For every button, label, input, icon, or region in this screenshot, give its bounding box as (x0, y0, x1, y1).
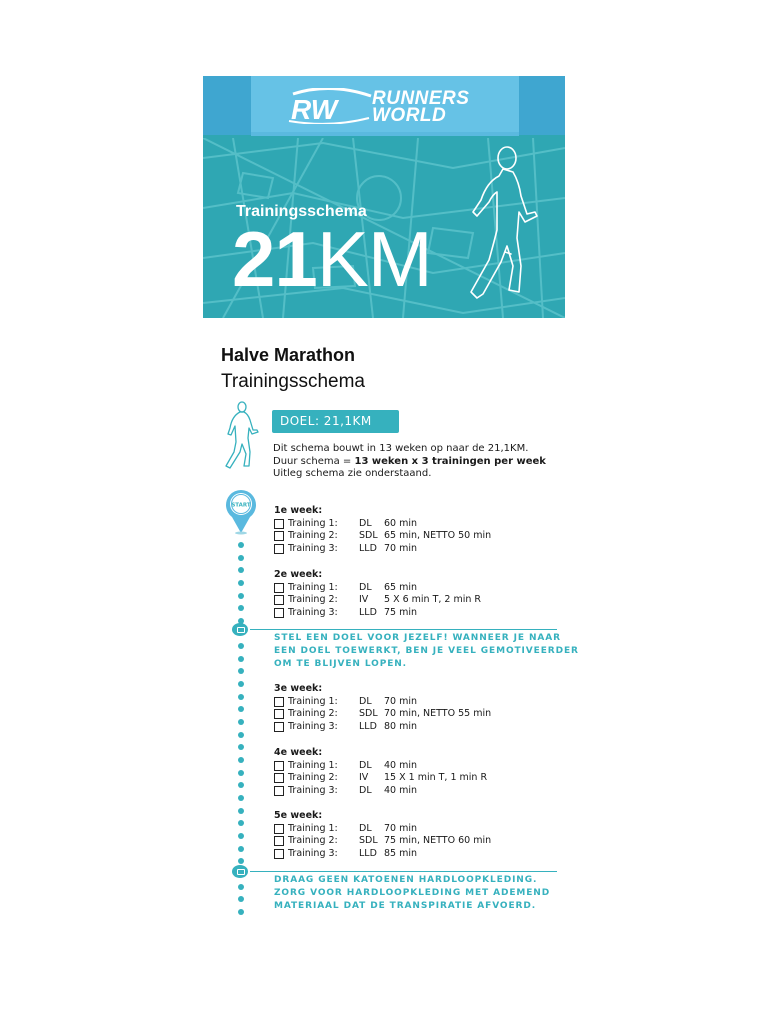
training-checkbox[interactable] (274, 824, 284, 834)
timeline-dot (238, 542, 244, 548)
training-label: Training 2: (288, 835, 338, 847)
timeline-dot (238, 593, 244, 599)
logo-wordmark (372, 90, 512, 124)
rw-logo-mark (287, 88, 373, 124)
timeline-dot (238, 808, 244, 814)
training-detail: 60 min (384, 517, 418, 529)
week-title: 5e week: (274, 810, 323, 821)
runner-outline-icon (463, 142, 543, 302)
intro-line-1: Dit schema bouwt in 13 weken op naar de 21,1KM. (273, 443, 529, 454)
training-row (274, 607, 418, 620)
week-block-5 (274, 810, 492, 861)
tip-line: MATERIAAL DAT DE TRANSPIRATIE AFVOERD. (274, 901, 537, 911)
training-checkbox[interactable] (274, 709, 284, 719)
logo-line-1: RUNNERS (372, 88, 470, 109)
training-detail: 80 min (384, 721, 418, 733)
training-type: IV (359, 594, 369, 606)
banner-distance-unit: KM (316, 215, 432, 303)
timeline-dot (238, 833, 244, 839)
intro-text (273, 443, 546, 481)
week-block-4 (274, 747, 488, 798)
training-detail: 15 X 1 min T, 1 min R (384, 772, 488, 784)
training-type: SDL (359, 835, 378, 847)
start-label: START (231, 502, 251, 509)
training-checkbox[interactable] (274, 786, 284, 796)
week-block-1 (274, 505, 492, 556)
training-detail: 70 min (384, 543, 418, 555)
training-detail: 40 min (384, 759, 418, 771)
training-row (274, 517, 418, 531)
training-checkbox[interactable] (274, 697, 284, 707)
timeline-dot (238, 846, 244, 852)
timeline-dot (238, 719, 244, 725)
training-row (274, 708, 492, 721)
timeline-dot (238, 884, 244, 890)
week-title: 1e week: (274, 505, 323, 516)
banner-distance-number: 21 (232, 215, 317, 303)
intro-line-2 (273, 456, 546, 469)
training-detail: 75 min (384, 607, 418, 619)
training-checkbox[interactable] (274, 849, 284, 859)
training-checkbox[interactable] (274, 761, 284, 771)
training-label: Training 1: (288, 517, 338, 529)
timeline-dot (238, 782, 244, 788)
training-type: DL (359, 822, 372, 834)
tip-line: STEL EEN DOEL VOOR JEZELF! WANNEER JE NAAR (274, 633, 561, 643)
timeline-dot (238, 744, 244, 750)
training-checkbox[interactable] (274, 722, 284, 732)
training-row (274, 594, 482, 607)
chat-bubble-icon (232, 623, 248, 636)
training-label: Training 3: (288, 721, 338, 733)
training-checkbox[interactable] (274, 608, 284, 618)
timeline-dot (238, 757, 244, 763)
training-checkbox[interactable] (274, 773, 284, 783)
training-row (274, 581, 418, 595)
timeline-dot (238, 694, 244, 700)
training-label: Training 3: (288, 607, 338, 619)
timeline-dot (238, 567, 244, 573)
training-label: Training 1: (288, 695, 338, 707)
timeline-dot (238, 770, 244, 776)
training-row (274, 721, 418, 734)
page-subtitle: Trainingsschema (221, 371, 365, 392)
training-row (274, 759, 418, 773)
timeline-dot (238, 668, 244, 674)
tip-line: EEN DOEL TOEWERKT, BEN JE VEEL GEMOTIVEERDER (274, 646, 579, 656)
training-detail: 70 min, NETTO 55 min (384, 708, 492, 720)
timeline-dot (238, 605, 244, 611)
training-label: Training 2: (288, 708, 338, 720)
training-type: DL (359, 695, 372, 707)
training-checkbox[interactable] (274, 836, 284, 846)
banner-subtitle: Trainingsschema (236, 203, 367, 220)
tip-line: DRAAG GEEN KATOENEN HARDLOOPKLEDING. (274, 875, 538, 885)
training-checkbox[interactable] (274, 595, 284, 605)
training-detail: 65 min (384, 581, 418, 593)
timeline-dot (238, 706, 244, 712)
timeline-dot (238, 909, 244, 915)
intro-line-2-bold: 13 weken x 3 trainingen per week (354, 455, 546, 467)
training-type: DL (359, 785, 372, 797)
timeline-dot (238, 858, 244, 864)
training-row (274, 695, 418, 709)
training-label: Training 3: (288, 785, 338, 797)
training-row (274, 785, 418, 798)
training-type: IV (359, 772, 369, 784)
goal-badge: DOEL: 21,1KM (272, 410, 399, 433)
training-checkbox[interactable] (274, 531, 284, 541)
training-checkbox[interactable] (274, 519, 284, 529)
training-row (274, 772, 488, 785)
training-row (274, 530, 492, 543)
header-banner (203, 76, 565, 318)
timeline-dot (238, 820, 244, 826)
chat-bubble-icon (232, 865, 248, 878)
training-checkbox[interactable] (274, 544, 284, 554)
timeline-dot (238, 795, 244, 801)
training-row (274, 848, 418, 861)
rw-logo-letters: RW (291, 94, 338, 124)
training-label: Training 3: (288, 848, 338, 860)
training-type: LLD (359, 848, 377, 860)
training-row (274, 835, 492, 848)
tip-block-2 (274, 874, 550, 913)
page-title: Halve Marathon (221, 345, 356, 365)
training-detail: 70 min (384, 695, 418, 707)
timeline-dot (238, 555, 244, 561)
training-type: LLD (359, 607, 377, 619)
training-detail: 85 min (384, 848, 418, 860)
timeline-dot (238, 656, 244, 662)
runners-world-logo (251, 76, 519, 136)
timeline-dot (238, 732, 244, 738)
training-label: Training 1: (288, 581, 338, 593)
training-detail: 75 min, NETTO 60 min (384, 835, 492, 847)
intro-line-3: Uitleg schema zie onderstaand. (273, 468, 432, 479)
training-row (274, 543, 418, 556)
training-type: LLD (359, 721, 377, 733)
training-row (274, 822, 418, 836)
training-detail: 40 min (384, 785, 418, 797)
tip-block-1 (274, 632, 579, 671)
training-type: DL (359, 581, 372, 593)
training-detail: 70 min (384, 822, 418, 834)
tip-line: OM TE BLIJVEN LOPEN. (274, 659, 407, 669)
training-label: Training 2: (288, 594, 338, 606)
week-title: 3e week: (274, 683, 323, 694)
training-checkbox[interactable] (274, 583, 284, 593)
week-block-2 (274, 569, 482, 620)
training-detail: 65 min, NETTO 50 min (384, 530, 492, 542)
tip-divider (250, 629, 557, 630)
week-title: 4e week: (274, 747, 323, 758)
intro-line-2-prefix: Duur schema = (273, 455, 355, 467)
timeline-dot (238, 681, 244, 687)
logo-line-2: WORLD (372, 105, 447, 126)
training-type: DL (359, 517, 372, 529)
week-block-3 (274, 683, 492, 734)
timeline-dot (238, 643, 244, 649)
start-pin-icon (224, 489, 258, 535)
tip-divider (250, 871, 557, 872)
training-label: Training 3: (288, 543, 338, 555)
runner-small-icon (222, 400, 262, 470)
week-title: 2e week: (274, 569, 323, 580)
training-label: Training 1: (288, 759, 338, 771)
training-type: SDL (359, 708, 378, 720)
banner-distance (232, 217, 432, 301)
training-label: Training 2: (288, 772, 338, 784)
timeline-dot (238, 896, 244, 902)
training-type: DL (359, 759, 372, 771)
training-type: LLD (359, 543, 377, 555)
training-label: Training 2: (288, 530, 338, 542)
training-label: Training 1: (288, 822, 338, 834)
training-type: SDL (359, 530, 378, 542)
training-detail: 5 X 6 min T, 2 min R (384, 594, 482, 606)
tip-line: ZORG VOOR HARDLOOPKLEDING MET ADEMEND (274, 888, 551, 898)
timeline-dot (238, 580, 244, 586)
